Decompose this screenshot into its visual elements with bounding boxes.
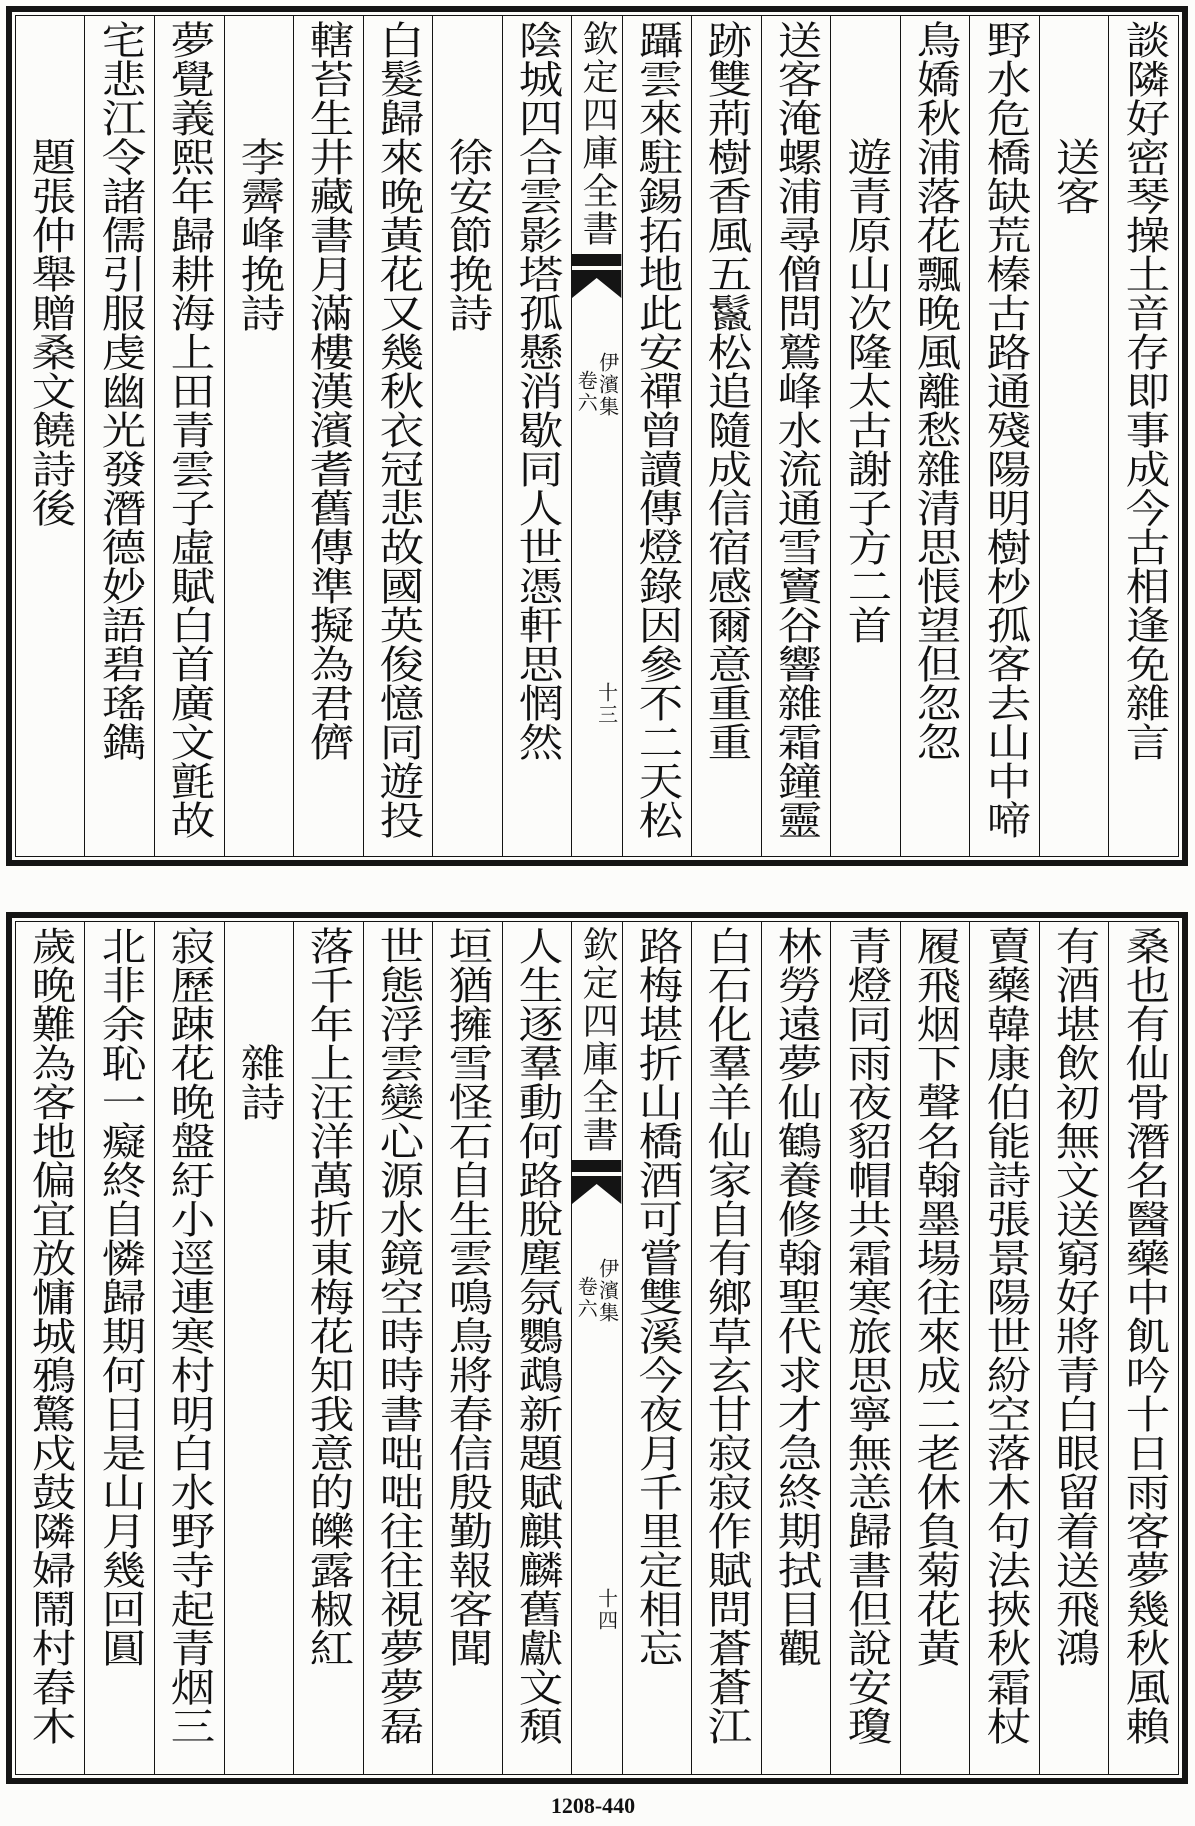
text-column [1108,922,1178,1774]
column-text: 歲晚難為客地偏宜放慵城鴉驚戍鼓隣婦鬧村舂木 [24,926,76,1745]
column-text: 白髮歸來晚黃花又幾秋衣冠悲故國英俊憶同遊投 [372,20,424,839]
column-text: 陰城四合雲影塔孤懸消歇同人世憑軒思惘然 [511,20,563,761]
book-title: 伊濱集 [595,352,620,418]
poem-title: 送客 [1048,137,1100,215]
text-column [293,16,363,856]
column-text: 世態浮雲變心源水鏡空時時書咄咄往往視夢夢磊 [372,926,424,1745]
juan-label: 卷六 [574,1276,599,1320]
text-column [969,16,1039,856]
column-text: 桑也有仙骨潛名醫藥中飢吟十日雨客夢幾秋風賴 [1118,926,1170,1745]
text-column [363,16,433,856]
text-column [363,922,433,1774]
text-column [84,16,154,856]
text-column [502,922,572,1774]
text-column [969,922,1039,1774]
text-column [16,922,85,1774]
poem-title-column [224,16,294,856]
text-column [502,16,572,856]
column-text: 有酒堪飲初無文送窮好將青白眼留着送飛鴻 [1048,926,1100,1667]
column-text: 白石化羣羊仙家自有鄉草玄甘寂寂作賦問蒼蒼江 [700,926,753,1745]
fishtail-mark-icon [572,1160,621,1206]
text-column [691,922,761,1774]
juan-label: 卷六 [574,370,599,414]
footer-catalog-number: 1208-440 [550,1793,636,1818]
poem-title: 李霽峰挽詩 [233,137,285,332]
column-text: 野水危橋缺荒榛古路通殘陽明樹杪孤客去山中啼 [978,20,1031,839]
text-column [1108,16,1178,856]
column-text: 宅悲江令諸儒引服虔幽光發潛德妙語碧瑤鐫 [94,20,146,761]
page-number: 十三 [594,682,619,726]
page-panel-top [6,6,1188,866]
text-column [84,922,154,1774]
poem-title: 雜詩 [233,1043,285,1121]
text-column [691,16,761,856]
page-panel-bottom [6,912,1188,1784]
column-text: 落千年上汪洋萬折東梅花知我意的皪露椒紅 [302,926,355,1667]
text-column [900,16,970,856]
text-column [761,922,831,1774]
column-text: 青燈同雨夜貂帽共霜寒旅思寧無恙歸書但說安瓊 [839,926,892,1745]
page-number: 十四 [594,1588,619,1632]
column-text: 鳥嬌秋浦落花飄晚風離愁雜清思悵望但忽忽 [909,20,961,761]
column-text: 人生逐羣動何路脫塵氛鸚鵡新題賦麒麟舊獻文頹 [511,926,563,1745]
column-text: 夢覺義熙年歸耕海上田青雲子虛賦白首廣文氈故 [163,20,215,839]
text-column [432,922,502,1774]
text-column [622,922,692,1774]
text-column [1039,922,1109,1774]
text-column [293,922,363,1774]
column-text: 北非余恥一癡終自憐歸期何日是山月幾回圓 [94,926,146,1667]
poem-title-column [16,16,85,856]
fishtail-mark-icon [572,254,621,300]
column-text: 躡雲來駐錫拓地此安禪曾讀傳燈錄因參不二天松 [631,20,683,839]
panel-frame [15,15,1179,857]
column-text: 談隣好密琴操土音存即事成今古相逢免雜言 [1118,20,1170,761]
column-text: 送客淹螺浦尋僧問鷲峰水流通雪竇谷響雜霜鐘靈 [770,20,822,839]
book-title: 伊濱集 [595,1258,620,1324]
text-column [900,922,970,1774]
column-text: 跡雙荊樹香風五鬣松追隨成信宿感爾意重重 [700,20,753,761]
poem-title: 徐安節挽詩 [441,137,494,332]
banxin-center-column [571,922,621,1774]
text-column [761,16,831,856]
text-column [830,922,900,1774]
text-column [154,922,224,1774]
poem-title-column [224,922,294,1774]
poem-title-column [1039,16,1109,856]
text-column [622,16,692,856]
column-text: 垣猶擁雪怪石自生雲鳴鳥將春信殷勤報客聞 [441,926,494,1667]
column-text: 林勞遠夢仙鶴養修翰聖代求才急終期拭目觀 [770,926,822,1667]
column-text: 轄苔生井藏書月滿樓漢濱耆舊傳準擬為君儕 [302,20,355,761]
series-title: 欽定四庫全書 [576,20,618,248]
banxin-center-column [571,16,621,856]
column-text: 路梅堪折山橋酒可嘗雙溪今夜月千里定相忘 [631,926,683,1667]
text-column [154,16,224,856]
column-text: 賣藥韓康伯能詩張景陽世紛空落木句法挾秋霜杖 [978,926,1031,1745]
column-text: 寂歷踈花晚盤紆小逕連寒村明白水野寺起青烟三 [163,926,215,1745]
poem-title-column [432,16,502,856]
panel-frame [15,921,1179,1775]
poem-title: 遊青原山次隆太古謝子方二首 [839,137,892,644]
series-title: 欽定四庫全書 [576,926,618,1154]
poem-title-column [830,16,900,856]
poem-title: 題張仲舉贈桑文饒詩後 [24,137,76,527]
column-text: 履飛烟下聲名翰墨場往來成二老休負菊花黃 [909,926,961,1667]
